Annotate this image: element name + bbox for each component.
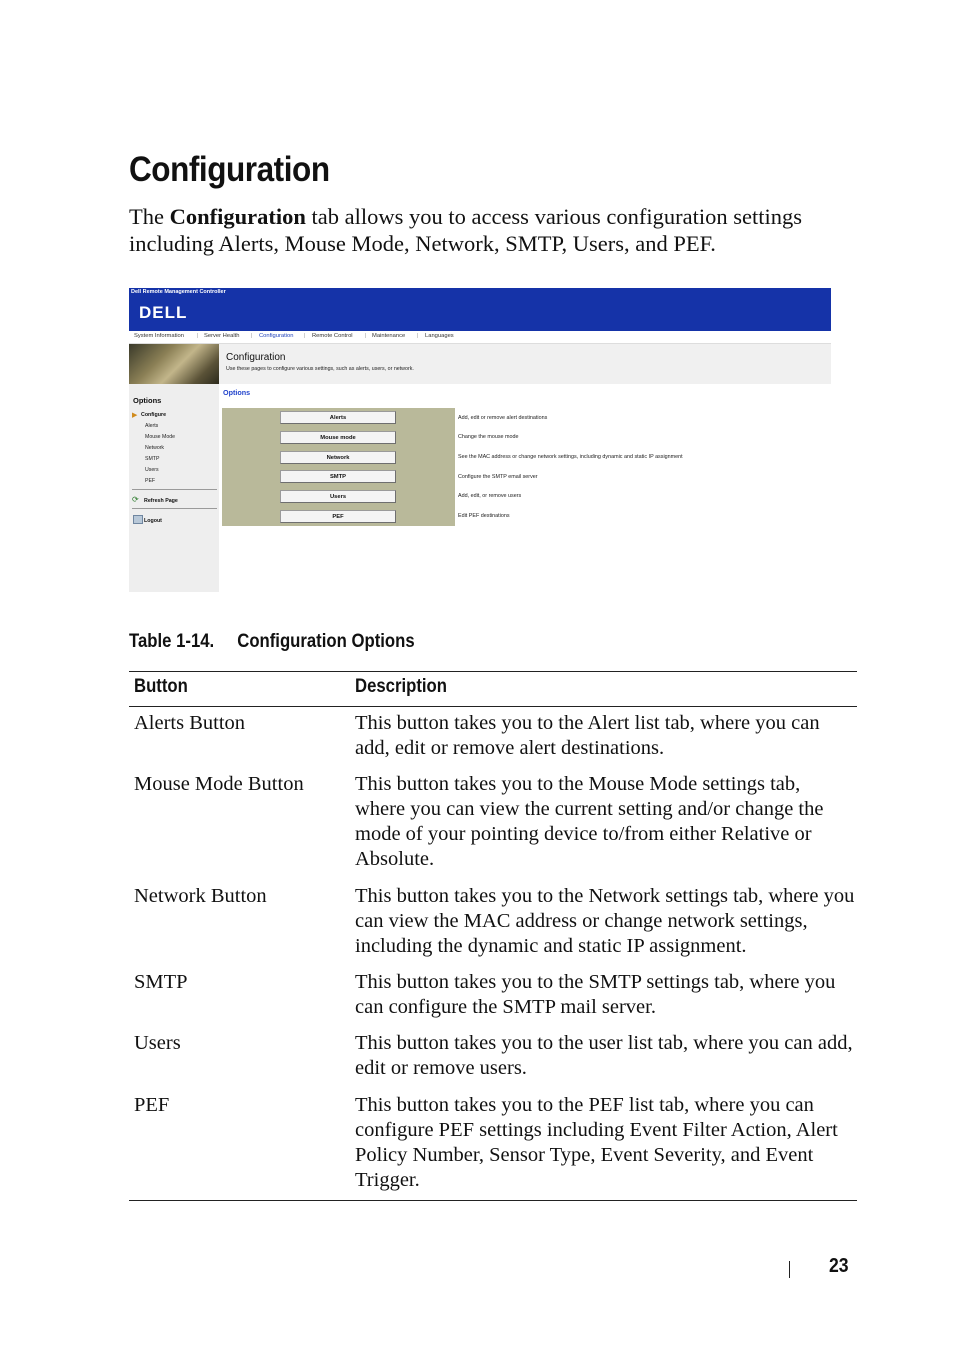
sidebar-item-mouse-mode[interactable]: Mouse Mode [145,434,175,440]
table-row-description: This button takes you to the SMTP settings tab, where you can configure the SMTP mail server. [355,971,836,1018]
mouse-mode-description: Change the mouse mode [458,434,519,440]
page-number-divider [789,1261,790,1278]
tab-maintenance[interactable]: Maintenance [372,333,406,339]
pef-description: Edit PEF destinations [458,513,510,519]
sidebar-title: Options [133,396,162,405]
network-description: See the MAC address or change network settings, including dynamic and static IP assignment [458,454,683,460]
tab-configuration[interactable]: Configuration [259,333,294,339]
configuration-screenshot [129,288,831,592]
nav-bar [129,331,831,344]
nav-separator: | [197,333,199,339]
table-row-description: This button takes you to the Network settings tab, where you can view the MAC address or change network settings, including the dynamic and static IP assignment. [355,885,855,957]
sidebar-item-users[interactable]: Users [145,467,159,473]
nav-separator: | [417,333,419,339]
arrow-right-icon: ▶ [132,412,138,419]
pef-button[interactable]: PEF [280,510,396,523]
sidebar-divider [132,508,217,509]
tab-server-health[interactable]: Server Health [204,333,240,339]
logout-link[interactable]: Logout [144,518,162,524]
table-row-description: This button takes you to the Mouse Mode settings tab, where you can view the current setting and/or change the mode of your pointing device to/from either Relative or Absolute. [355,773,824,870]
page-title: Configuration [129,150,330,189]
intro-paragraph [129,203,849,257]
intro-text-start: The [129,204,170,229]
buttons-panel [222,408,455,526]
tab-languages[interactable]: Languages [425,333,454,339]
tab-system-information[interactable]: System Information [134,333,184,339]
tab-remote-control[interactable]: Remote Control [312,333,353,339]
refresh-icon: ⟳ [132,495,139,504]
table-row-button: SMTP [134,971,188,993]
intro-text-end: tab allows you to access various configuration settings including Alerts, Mouse Mode, Network, SMTP, Users, and PEF. [129,204,803,256]
sidebar-item-alerts[interactable]: Alerts [145,423,159,429]
refresh-page-link[interactable]: Refresh Page [144,498,178,504]
table-row-button: PEF [134,1094,170,1116]
column-header-button: Button [134,676,188,697]
page-number: 23 [829,1255,849,1277]
logout-icon [133,515,143,524]
table-row-description: This button takes you to the PEF list tab, where you can configure PEF settings including Event Filter Action, Alert Policy Number, Sensor Type, Event Severity, and Event Trigger. [355,1094,838,1191]
sidebar-item-smtp[interactable]: SMTP [145,456,160,462]
table-number: Table 1-14. [129,631,215,652]
page-header [219,344,831,384]
server-photo [129,344,219,384]
sidebar [129,384,219,592]
alerts-button[interactable]: Alerts [280,411,396,424]
table-rule-top [129,671,857,672]
sidebar-item-network[interactable]: Network [145,445,165,451]
banner-title: Dell Remote Management Controller [131,289,226,295]
dell-logo: DELL [139,303,188,322]
table-row-button: Network Button [134,885,267,907]
intro-bold-term: Configuration [169,204,306,229]
users-button[interactable]: Users [280,490,396,503]
alerts-description: Add, edit or remove alert destinations [458,415,548,421]
sidebar-item-configure[interactable]: Configure [141,412,167,418]
table-rule-bottom [129,1200,857,1201]
sidebar-item-pef[interactable]: PEF [145,478,156,484]
options-table [129,671,857,1201]
screenshot-page-title: Configuration [226,352,286,363]
table-row-description: This button takes you to the Alert list tab, where you can add, edit or remove alert destinations. [355,712,820,759]
table-row-button: Mouse Mode Button [134,773,304,795]
table-caption [129,631,415,653]
network-button[interactable]: Network [280,451,396,464]
nav-separator: | [365,333,367,339]
nav-separator: | [304,333,306,339]
table-row-button: Users [134,1032,181,1054]
banner [129,288,831,331]
column-header-description: Description [355,676,447,697]
smtp-description: Configure the SMTP email server [458,474,538,480]
smtp-button[interactable]: SMTP [280,470,396,483]
sidebar-divider [132,489,217,490]
table-title: Configuration Options [237,631,415,652]
table-row-button: Alerts Button [134,712,246,734]
table-rule-header [129,706,857,707]
screenshot-page-subtitle: Use these pages to configure various settings, such as alerts, users, or network. [226,366,414,372]
nav-separator: | [251,333,253,339]
users-description: Add, edit, or remove users [458,493,522,499]
mouse-mode-button[interactable]: Mouse mode [280,431,396,444]
table-row-description: This button takes you to the user list tab, where you can add, edit or remove users. [355,1032,853,1079]
options-heading: Options [223,388,251,397]
